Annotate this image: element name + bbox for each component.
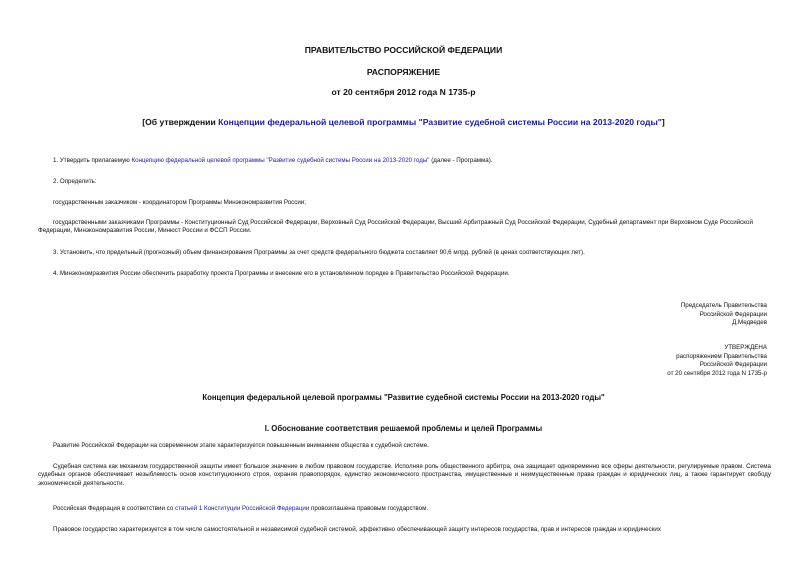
signature-country: Российской Федерации — [699, 310, 767, 318]
concept-paragraph-3 — [53, 505, 773, 513]
approval-date: от 20 сентября 2012 года N 1735-р — [667, 369, 767, 377]
item-1-prefix: 1. Утвердить прилагаемую — [53, 157, 132, 164]
subject-suffix: ] — [661, 117, 665, 127]
concept-title: Концепция федеральной целевой программы "Развитие судебной системы России на 2013-2020 годы" — [202, 393, 605, 402]
document-type-heading: РАСПОРЯЖЕНИЕ — [366, 67, 441, 77]
subject-prefix: [Об утверждении — [142, 117, 219, 127]
document-subject — [0, 117, 807, 127]
item-1-suffix: (далее - Программа). — [429, 157, 493, 164]
subject-link[interactable]: Концепции федеральной целевой программы "Развитие судебной системы России на 2013-2020 годы" — [218, 117, 662, 127]
government-heading: ПРАВИТЕЛЬСТВО РОССИЙСКОЙ ФЕДЕРАЦИИ — [304, 45, 503, 55]
item-1-link[interactable]: Концепцию федеральной целевой программы "Развитие судебной системы России на 2013-2020 годы" — [131, 157, 430, 164]
signature-block — [467, 302, 767, 328]
concept-paragraph-1: Развитие Российской Федерации на современном этапе характеризуется повышенным вниманием общества к судебной системе. — [53, 442, 429, 449]
approval-by: распоряжением Правительства — [676, 352, 767, 360]
item-3: 3. Установить, что предельный (прогнозный) объем финансирования Программы за счет средств федерального бюджета составляет 90,6 млрд. рублей (в ценах соответствующих лет). — [53, 249, 585, 256]
concept-paragraph-2: Судебная система как механизм государственной защиты имеет большое значение в любом правовом государстве. Исполняя роль общественного арбитра, она защищает одновременно все сферы деятельности, регулируемые правом. Система судебных органов обеспечивает незыблемость основ конституционного строя, охраняя правопорядок, единство экономического пространства, имущественные и неимущественные права граждан и юридических лиц, а также гарантирует свободу экономической деятельности. — [38, 463, 771, 487]
concept-paragraph-4: Правовое государство характеризуется в том числе самостоятельной и независимой судебной системой, эффективно обеспечивающей защиту интересов государства, прав и интересов граждан и юридических — [53, 526, 661, 533]
signature-position: Председатель Правительства — [680, 302, 767, 309]
document-date-number: от 20 сентября 2012 года N 1735-р — [331, 87, 476, 97]
item-2a: государственным заказчиком - координатором Программы Минэкономразвития России; — [53, 199, 306, 206]
item-2: 2. Определить: — [53, 178, 97, 185]
approval-block — [467, 344, 767, 378]
approval-label: УТВЕРЖДЕНА — [724, 344, 767, 351]
item-1 — [53, 157, 773, 165]
section-1-heading: I. Обоснование соответствия решаемой проблемы и целей Программы — [264, 424, 543, 433]
signature-name: Д.Медведев — [732, 319, 767, 326]
constitution-article-link[interactable]: статьей 1 Конституции Российской Федерации — [175, 505, 310, 512]
item-4: 4. Минэкономразвития России обеспечить разработку проекта Программы и внесение его в установленном порядке в Правительство Российской Федерации. — [53, 270, 510, 277]
p3-suffix: провозглашена правовым государством. — [309, 505, 429, 512]
item-2b: государственными заказчиками Программы - Конституционный Суд Российской Федерации, Верховный Суд Российской Федерации, Высший Арбитражный Суд Российской Федерации, Судебный департамент при Верховном Суде Российской Федерации, Минэкономразвития России, Минюст России и ФССП России. — [38, 219, 753, 235]
approval-country: Российской Федерации — [699, 361, 767, 368]
p3-prefix: Российская Федерация в соответствии со — [53, 505, 175, 512]
